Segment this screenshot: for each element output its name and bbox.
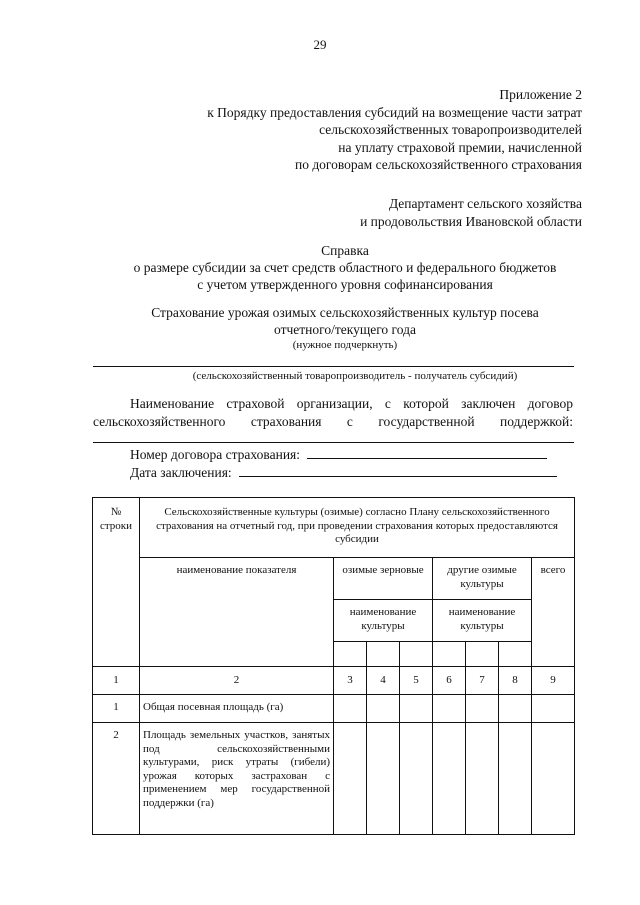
column-number: 3 bbox=[334, 667, 367, 695]
value-cell[interactable] bbox=[532, 695, 575, 723]
column-number: 1 bbox=[93, 667, 140, 695]
column-number: 5 bbox=[400, 667, 433, 695]
appendix-line: сельскохозяйственных товаропроизводителей bbox=[319, 122, 582, 137]
value-cell[interactable] bbox=[433, 723, 466, 835]
contract-date-field bbox=[130, 464, 557, 481]
contract-number-input[interactable] bbox=[307, 446, 547, 459]
certificate-subtitle: о размере субсидии за счет средств областного и федерального бюджетов bbox=[133, 260, 557, 275]
producer-caption: (сельскохозяйственный товаропроизводитель - получатель субсидий) bbox=[192, 370, 518, 382]
col-row-number-header: № строки bbox=[93, 498, 140, 667]
column-number: 2 bbox=[140, 667, 334, 695]
crop-name-cell[interactable] bbox=[433, 642, 466, 667]
value-cell[interactable] bbox=[532, 723, 575, 835]
indicator-name-header: наименование показателя bbox=[140, 558, 334, 667]
producer-blank-line[interactable] bbox=[93, 366, 574, 367]
insurance-type-line: отчетного/текущего года bbox=[274, 322, 416, 337]
indicator-label: Площадь земельных участков, занятых под сельскохозяйственными культурами, риск утраты (гибели) урожая которых застрахован с применением мер государственной поддержки (га) bbox=[140, 723, 334, 835]
department-line: Департамент сельского хозяйства bbox=[388, 196, 582, 211]
insurer-block bbox=[93, 395, 573, 431]
certificate-title: Справка bbox=[321, 243, 369, 258]
appendix-title: Приложение 2 bbox=[499, 87, 582, 102]
crop-name-header: наименование культуры bbox=[433, 600, 532, 642]
column-number: 4 bbox=[367, 667, 400, 695]
crop-name-cell[interactable] bbox=[499, 642, 532, 667]
value-cell[interactable] bbox=[334, 695, 367, 723]
winter-grain-header: озимые зерновые bbox=[334, 558, 433, 600]
crop-name-cell[interactable] bbox=[466, 642, 499, 667]
table-row bbox=[93, 723, 575, 835]
insurance-note: (нужное подчеркнуть) bbox=[292, 339, 398, 351]
column-number: 6 bbox=[433, 667, 466, 695]
subsidy-table bbox=[92, 497, 575, 835]
total-header: всего bbox=[532, 558, 575, 667]
table-row bbox=[93, 695, 575, 723]
column-number: 7 bbox=[466, 667, 499, 695]
value-cell[interactable] bbox=[400, 695, 433, 723]
value-cell[interactable] bbox=[466, 723, 499, 835]
insurer-label: Наименование страховой организации, с которой заключен договор bbox=[130, 396, 573, 411]
department-line: и продовольствия Ивановской области bbox=[360, 214, 582, 229]
crop-name-header: наименование культуры bbox=[334, 600, 433, 642]
column-number: 9 bbox=[532, 667, 575, 695]
insurer-blank-line[interactable] bbox=[93, 442, 574, 443]
contract-date-input[interactable] bbox=[239, 464, 557, 477]
value-cell[interactable] bbox=[499, 695, 532, 723]
insurer-label: сельскохозяйственного страхования с государственной поддержкой: bbox=[93, 414, 573, 429]
value-cell[interactable] bbox=[400, 723, 433, 835]
column-number-row bbox=[93, 667, 575, 695]
appendix-header bbox=[112, 86, 582, 174]
certificate-title-block bbox=[60, 242, 630, 293]
contract-number-label: Номер договора страхования: bbox=[130, 447, 301, 462]
column-number: 8 bbox=[499, 667, 532, 695]
certificate-subtitle: с учетом утвержденного уровня софинансирования bbox=[197, 277, 493, 292]
page-number: 29 bbox=[313, 37, 327, 52]
crops-header: Сельскохозяйственные культуры (озимые) согласно Плану сельскохозяйственного страхования на отчетный год, при проведении страхования которых предоставляются субсидии bbox=[140, 498, 575, 558]
value-cell[interactable] bbox=[334, 723, 367, 835]
row-number: 1 bbox=[93, 695, 140, 723]
appendix-line: на уплату страховой премии, начисленной bbox=[338, 139, 582, 155]
insurance-type-line: Страхование урожая озимых сельскохозяйственных культур посева bbox=[151, 305, 539, 320]
value-cell[interactable] bbox=[499, 723, 532, 835]
crop-name-cell[interactable] bbox=[367, 642, 400, 667]
value-cell[interactable] bbox=[367, 723, 400, 835]
value-cell[interactable] bbox=[367, 695, 400, 723]
row-number: 2 bbox=[93, 723, 140, 835]
insurance-type-block bbox=[60, 304, 630, 353]
value-cell[interactable] bbox=[433, 695, 466, 723]
department-block bbox=[182, 195, 582, 231]
value-cell[interactable] bbox=[466, 695, 499, 723]
indicator-label: Общая посевная площадь (га) bbox=[140, 695, 334, 723]
crop-name-cell[interactable] bbox=[400, 642, 433, 667]
other-winter-header: другие озимые культуры bbox=[433, 558, 532, 600]
appendix-line: к Порядку предоставления субсидий на возмещение части затрат bbox=[207, 104, 582, 120]
appendix-line: по договорам сельскохозяйственного страхования bbox=[294, 157, 582, 172]
contract-number-field bbox=[130, 446, 547, 463]
contract-date-label: Дата заключения: bbox=[130, 465, 232, 480]
crop-name-cell[interactable] bbox=[334, 642, 367, 667]
